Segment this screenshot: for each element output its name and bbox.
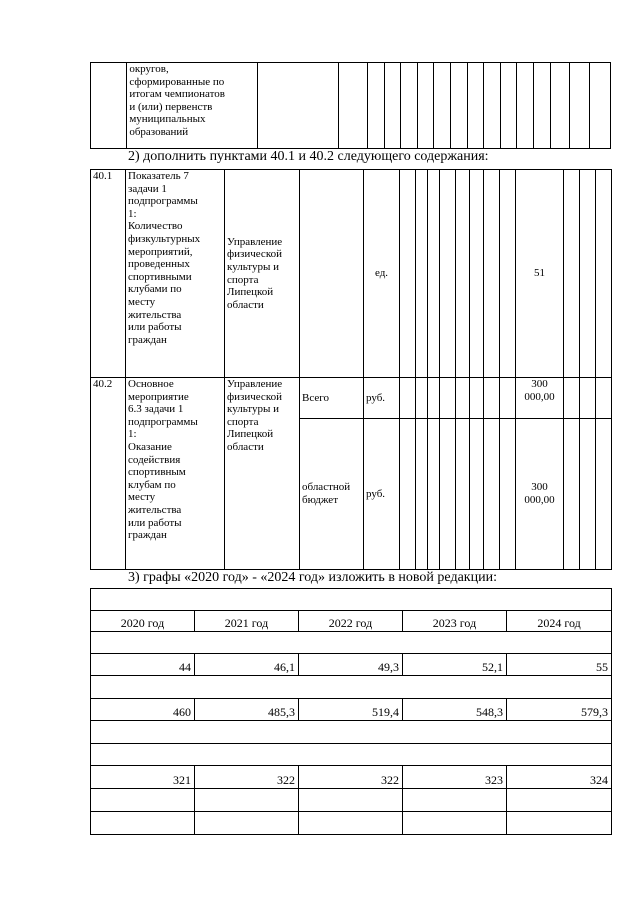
table-cell xyxy=(91,632,612,654)
table-cell xyxy=(456,378,470,419)
table-cell xyxy=(91,812,195,835)
table-cell xyxy=(467,63,484,149)
table-cell xyxy=(299,789,403,812)
table-cell xyxy=(500,63,517,149)
year-header: 2024 год xyxy=(507,611,612,632)
table-cell: 485,3 xyxy=(195,699,299,721)
table-cell: 44 xyxy=(91,654,195,676)
table-cell xyxy=(580,378,596,419)
table-cell xyxy=(416,419,428,570)
table-cell xyxy=(299,812,403,835)
table-cell xyxy=(440,378,456,419)
table-row xyxy=(91,654,612,676)
indicator-name-cell: Основное мероприятие 6.3 задачи 1 подпрограммы 1: Оказание содействия спортивным клубам по месту жительства или работы граждан xyxy=(126,378,225,570)
funding-source-cell: областной бюджет xyxy=(300,419,364,570)
table-cell xyxy=(91,63,127,149)
year-header: 2023 год xyxy=(403,611,507,632)
year-header: 2020 год xyxy=(91,611,195,632)
item-number: 40.2 xyxy=(91,378,126,570)
table-cell xyxy=(456,419,470,570)
table-cell xyxy=(451,63,468,149)
table-cell: 323 xyxy=(403,766,507,789)
table-cell xyxy=(300,170,364,378)
table-cell xyxy=(470,170,484,378)
table-row xyxy=(91,721,612,744)
table-cell xyxy=(428,378,440,419)
table-continuation xyxy=(90,62,611,149)
table-cell xyxy=(507,789,612,812)
table-cell xyxy=(440,170,456,378)
table-cell xyxy=(401,63,418,149)
table-cell xyxy=(258,63,339,149)
table-cell xyxy=(484,378,500,419)
table-cell xyxy=(416,378,428,419)
item-number: 40.1 xyxy=(91,170,126,378)
table-cell xyxy=(428,170,440,378)
table-cell xyxy=(403,812,507,835)
table-cell xyxy=(580,170,596,378)
table-cell xyxy=(91,789,195,812)
paragraph-2: 2) дополнить пунктами 40.1 и 40.2 следующего содержания: xyxy=(128,149,489,164)
table-years xyxy=(90,588,612,835)
unit-cell: руб. xyxy=(364,378,400,419)
table-cell xyxy=(596,419,612,570)
table-cell xyxy=(564,419,580,570)
table-row xyxy=(91,632,612,654)
table-cell xyxy=(470,419,484,570)
table-cell xyxy=(500,170,516,378)
value-cell: 51 xyxy=(516,170,564,378)
table-cell: 519,4 xyxy=(299,699,403,721)
table-cell: 460 xyxy=(91,699,195,721)
table-cell xyxy=(434,63,451,149)
table-cell xyxy=(590,63,611,149)
table-cell xyxy=(456,170,470,378)
table-cell: 46,1 xyxy=(195,654,299,676)
table-cell xyxy=(91,589,612,611)
table-cell xyxy=(596,378,612,419)
paragraph-3: 3) графы «2020 год» - «2024 год» изложить в новой редакции: xyxy=(128,570,497,585)
table-cell xyxy=(570,63,590,149)
table-cell xyxy=(596,170,612,378)
table-cell xyxy=(564,378,580,419)
table-cell: 52,1 xyxy=(403,654,507,676)
table-cell xyxy=(416,170,428,378)
table-cell xyxy=(91,744,612,766)
table-cell xyxy=(91,676,612,699)
table-row xyxy=(91,789,612,812)
table-cell: 322 xyxy=(299,766,403,789)
table-cell xyxy=(484,63,501,149)
unit-cell: руб. xyxy=(364,419,400,570)
table-cell xyxy=(550,63,570,149)
table-cell xyxy=(368,63,385,149)
table-cell xyxy=(339,63,368,149)
value-cell: 300 000,00 xyxy=(516,419,564,570)
indicator-name-cell: округов, сформированные по итогам чемпионатов и (или) первенств муниципальных образований xyxy=(127,63,258,149)
organization-cell: Управление физической культуры и спорта Липецкой области xyxy=(225,378,300,570)
indicator-name-cell: Показатель 7 задачи 1 подпрограммы 1: Количество физкультурных мероприятий, проведенных спортивными клубами по месту жительства или работы граждан xyxy=(126,170,225,378)
table-cell xyxy=(507,812,612,835)
table-cell: 324 xyxy=(507,766,612,789)
table-cell xyxy=(417,63,434,149)
table-cell: 322 xyxy=(195,766,299,789)
table-row xyxy=(91,589,612,611)
table-cell xyxy=(403,789,507,812)
table-cell xyxy=(484,419,500,570)
table-row xyxy=(91,378,612,419)
table-row xyxy=(91,766,612,789)
table-row xyxy=(91,812,612,835)
table-row xyxy=(91,170,612,378)
table-cell xyxy=(484,170,500,378)
funding-source-cell: Всего xyxy=(300,378,364,419)
table-cell xyxy=(400,419,416,570)
value-cell: 300 000,00 xyxy=(516,378,564,419)
table-row xyxy=(91,676,612,699)
table-cell xyxy=(400,170,416,378)
year-header: 2021 год xyxy=(195,611,299,632)
table-cell xyxy=(580,419,596,570)
table-cell xyxy=(564,170,580,378)
table-row xyxy=(91,744,612,766)
year-header-row xyxy=(91,611,612,632)
organization-cell: Управление физической культуры и спорта Липецкой области xyxy=(225,170,300,378)
table-cell xyxy=(470,378,484,419)
table-row xyxy=(91,699,612,721)
table-cell: 49,3 xyxy=(299,654,403,676)
unit-cell: ед. xyxy=(364,170,400,378)
table-cell xyxy=(195,812,299,835)
year-header: 2022 год xyxy=(299,611,403,632)
table-cell: 548,3 xyxy=(403,699,507,721)
table-cell: 321 xyxy=(91,766,195,789)
table-cell xyxy=(91,721,612,744)
table-cell: 55 xyxy=(507,654,612,676)
table-cell xyxy=(195,789,299,812)
table-cell xyxy=(500,419,516,570)
table-cell xyxy=(384,63,401,149)
table-cell xyxy=(534,63,551,149)
table-cell xyxy=(517,63,534,149)
table-cell xyxy=(428,419,440,570)
table-items xyxy=(90,169,612,570)
table-cell xyxy=(500,378,516,419)
table-cell xyxy=(400,378,416,419)
table-cell xyxy=(440,419,456,570)
table-cell: 579,3 xyxy=(507,699,612,721)
